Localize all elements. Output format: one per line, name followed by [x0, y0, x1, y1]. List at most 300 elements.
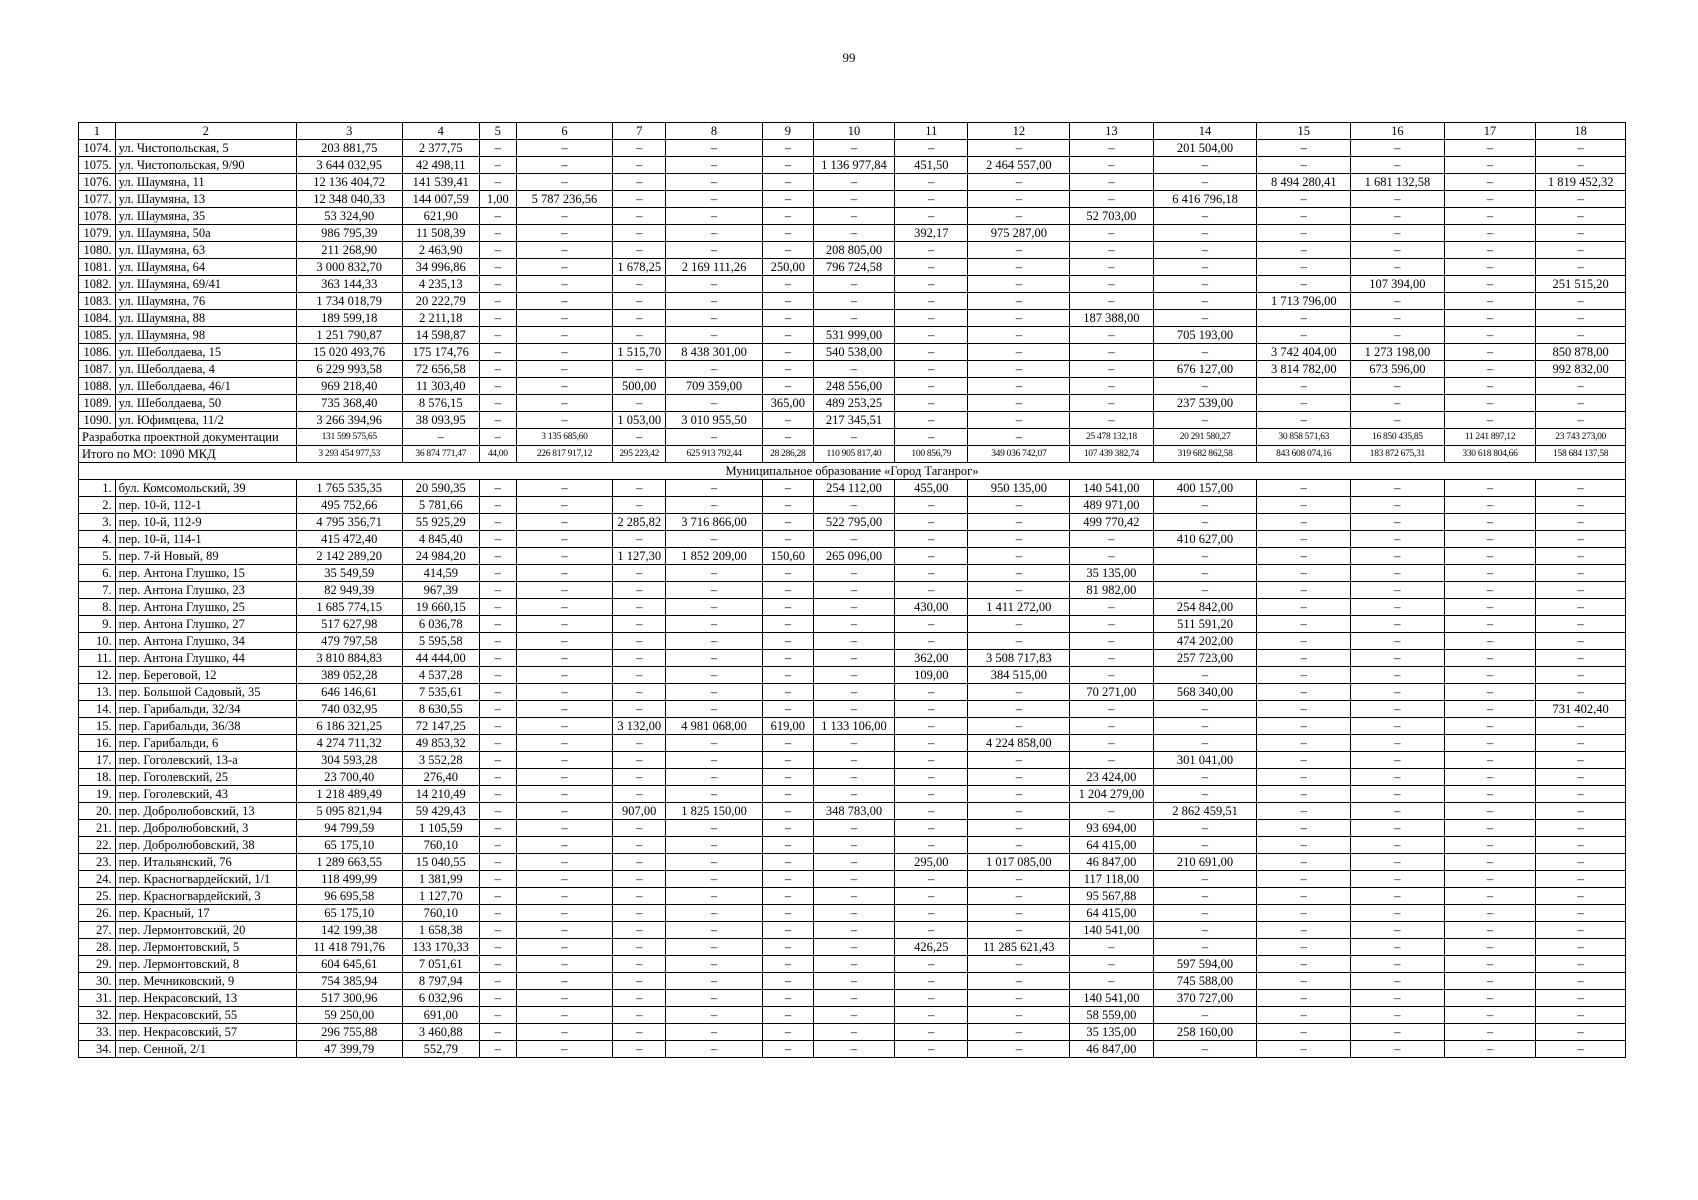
table-cell: – — [479, 378, 516, 395]
row-number: 29. — [79, 956, 116, 973]
table-cell: – — [666, 208, 763, 225]
table-cell: 451,50 — [895, 157, 968, 174]
table-cell: – — [762, 990, 813, 1007]
table-cell: – — [479, 633, 516, 650]
table-cell: 65 175,10 — [296, 905, 402, 922]
address-cell: пер. Антона Глушко, 34 — [115, 633, 296, 650]
table-cell: – — [1257, 531, 1351, 548]
table-cell: – — [613, 633, 666, 650]
table-cell: 301 041,00 — [1153, 752, 1257, 769]
table-cell: – — [895, 259, 968, 276]
table-cell: – — [762, 225, 813, 242]
table-cell: 82 949,39 — [296, 582, 402, 599]
table-row — [79, 871, 1626, 888]
table-cell: – — [1351, 650, 1445, 667]
table-cell: – — [1257, 786, 1351, 803]
table-cell: – — [1444, 582, 1536, 599]
table-cell: – — [762, 1024, 813, 1041]
table-cell: – — [1444, 191, 1536, 208]
table-cell: – — [895, 633, 968, 650]
table-cell: – — [666, 497, 763, 514]
table-cell: 109,00 — [895, 667, 968, 684]
table-cell: 907,00 — [613, 803, 666, 820]
table-cell: – — [516, 735, 613, 752]
table-cell: – — [1257, 701, 1351, 718]
table-cell: – — [1444, 565, 1536, 582]
table-cell: – — [516, 837, 613, 854]
table-cell: – — [968, 429, 1070, 446]
table-cell: – — [1536, 1024, 1626, 1041]
table-cell: – — [895, 905, 968, 922]
table-cell: – — [895, 803, 968, 820]
table-cell: 46 847,00 — [1070, 1041, 1153, 1058]
table-cell: – — [1444, 276, 1536, 293]
address-cell: ул. Шаумяна, 63 — [115, 242, 296, 259]
table-cell: 731 402,40 — [1536, 701, 1626, 718]
table-cell: – — [613, 191, 666, 208]
table-cell: 15 020 493,76 — [296, 344, 402, 361]
table-cell: – — [762, 293, 813, 310]
table-cell: – — [516, 497, 613, 514]
table-cell: – — [1351, 701, 1445, 718]
table-cell: – — [516, 361, 613, 378]
table-cell: – — [1536, 293, 1626, 310]
table-cell: – — [1351, 395, 1445, 412]
table-cell: – — [516, 582, 613, 599]
table-cell: – — [895, 888, 968, 905]
table-cell: – — [613, 310, 666, 327]
table-cell: – — [762, 905, 813, 922]
table-cell: – — [1444, 922, 1536, 939]
table-cell: – — [1536, 650, 1626, 667]
table-cell: – — [1257, 1041, 1351, 1058]
table-cell: – — [613, 361, 666, 378]
address-cell: ул. Шаумяна, 13 — [115, 191, 296, 208]
table-cell: 1 273 198,00 — [1351, 344, 1445, 361]
table-cell: – — [613, 497, 666, 514]
column-header: 11 — [895, 123, 968, 140]
table-cell: – — [479, 1041, 516, 1058]
address-cell: пер. 10-й, 112-1 — [115, 497, 296, 514]
table-cell: 1 017 085,00 — [968, 854, 1070, 871]
table-cell: – — [479, 616, 516, 633]
table-cell: – — [1444, 956, 1536, 973]
table-cell: – — [1351, 956, 1445, 973]
table-cell: – — [1444, 412, 1536, 429]
table-cell: 107 439 382,74 — [1070, 446, 1153, 463]
table-cell: – — [516, 803, 613, 820]
table-cell: – — [479, 854, 516, 871]
table-cell: – — [1444, 1007, 1536, 1024]
table-cell: – — [813, 293, 894, 310]
table-cell: – — [613, 871, 666, 888]
table-cell: – — [1070, 531, 1153, 548]
table-cell: 8 576,15 — [402, 395, 479, 412]
table-row — [79, 242, 1626, 259]
row-number: 34. — [79, 1041, 116, 1058]
table-cell: 4 235,13 — [402, 276, 479, 293]
table-cell: – — [762, 242, 813, 259]
row-number: 1075. — [79, 157, 116, 174]
table-cell: – — [762, 684, 813, 701]
table-cell: 14 210,49 — [402, 786, 479, 803]
column-header: 7 — [613, 123, 666, 140]
table-row — [79, 769, 1626, 786]
table-cell: 1 218 489,49 — [296, 786, 402, 803]
table-row — [79, 718, 1626, 735]
table-cell: – — [762, 939, 813, 956]
table-cell: – — [895, 701, 968, 718]
table-cell: – — [968, 752, 1070, 769]
table-cell: – — [1536, 395, 1626, 412]
table-cell: – — [1351, 157, 1445, 174]
table-cell: – — [666, 905, 763, 922]
table-cell: 226 817 917,12 — [516, 446, 613, 463]
table-cell: 20 291 580,27 — [1153, 429, 1257, 446]
table-cell: – — [1536, 803, 1626, 820]
table-cell: – — [479, 225, 516, 242]
address-cell: пер. Итальянский, 76 — [115, 854, 296, 871]
table-cell: – — [666, 565, 763, 582]
table-cell: – — [479, 395, 516, 412]
table-cell: – — [516, 344, 613, 361]
address-cell: ул. Шаумяна, 69/41 — [115, 276, 296, 293]
table-cell: – — [516, 1041, 613, 1058]
table-cell: – — [895, 191, 968, 208]
table-cell: – — [1257, 514, 1351, 531]
table-cell: – — [1153, 1007, 1257, 1024]
table-cell: – — [516, 905, 613, 922]
table-cell: 969 218,40 — [296, 378, 402, 395]
table-cell: – — [613, 157, 666, 174]
column-header: 5 — [479, 123, 516, 140]
table-cell: – — [613, 225, 666, 242]
table-cell: – — [1070, 548, 1153, 565]
table-cell: – — [479, 973, 516, 990]
table-cell: – — [968, 531, 1070, 548]
table-row — [79, 548, 1626, 565]
table-cell: – — [762, 310, 813, 327]
table-cell: – — [479, 599, 516, 616]
table-cell: 400 157,00 — [1153, 480, 1257, 497]
table-cell: – — [1536, 378, 1626, 395]
table-cell: – — [968, 174, 1070, 191]
table-row — [79, 191, 1626, 208]
table-cell: 35 135,00 — [1070, 1024, 1153, 1041]
table-cell: – — [1444, 208, 1536, 225]
table-cell: – — [968, 973, 1070, 990]
table-cell: 1 289 663,55 — [296, 854, 402, 871]
table-cell: – — [1536, 599, 1626, 616]
table-cell: – — [1257, 599, 1351, 616]
table-cell: – — [1351, 412, 1445, 429]
table-cell: – — [968, 786, 1070, 803]
table-cell: 3 742 404,00 — [1257, 344, 1351, 361]
table-cell: 370 727,00 — [1153, 990, 1257, 1007]
row-number: 1078. — [79, 208, 116, 225]
table-cell: – — [1351, 1024, 1445, 1041]
table-cell: – — [968, 361, 1070, 378]
table-cell: – — [479, 1007, 516, 1024]
table-cell: – — [613, 327, 666, 344]
row-number: 32. — [79, 1007, 116, 1024]
table-cell: – — [813, 582, 894, 599]
table-cell: – — [666, 599, 763, 616]
table-cell: – — [968, 803, 1070, 820]
row-number: 1088. — [79, 378, 116, 395]
address-cell: пер. Гарибальди, 36/38 — [115, 718, 296, 735]
table-cell: – — [1351, 803, 1445, 820]
table-cell: – — [1070, 242, 1153, 259]
table-cell: – — [1351, 939, 1445, 956]
address-cell: пер. Гарибальди, 6 — [115, 735, 296, 752]
table-cell: – — [762, 1041, 813, 1058]
table-cell: – — [1351, 191, 1445, 208]
table-cell: 1 127,30 — [613, 548, 666, 565]
table-cell: – — [762, 922, 813, 939]
table-row — [79, 786, 1626, 803]
table-cell: 8 438 301,00 — [666, 344, 763, 361]
table-cell: 11 418 791,76 — [296, 939, 402, 956]
table-cell: – — [613, 174, 666, 191]
table-cell: 474 202,00 — [1153, 633, 1257, 650]
table-cell: – — [762, 276, 813, 293]
table-cell: – — [1351, 327, 1445, 344]
table-cell: – — [1444, 361, 1536, 378]
table-cell: 208 805,00 — [813, 242, 894, 259]
table-cell: – — [1536, 548, 1626, 565]
table-cell: – — [1351, 837, 1445, 854]
table-cell: – — [813, 837, 894, 854]
table-cell: – — [813, 191, 894, 208]
table-cell: 251 515,20 — [1536, 276, 1626, 293]
table-cell: – — [762, 191, 813, 208]
table-cell: – — [1444, 718, 1536, 735]
column-header: 4 — [402, 123, 479, 140]
table-cell: – — [1444, 242, 1536, 259]
table-cell: 489 971,00 — [1070, 497, 1153, 514]
table-cell: – — [968, 582, 1070, 599]
row-number: 4. — [79, 531, 116, 548]
table-cell: 604 645,61 — [296, 956, 402, 973]
table-cell: – — [1444, 803, 1536, 820]
row-number: 18. — [79, 769, 116, 786]
table-cell: – — [762, 837, 813, 854]
table-row — [79, 820, 1626, 837]
table-cell: – — [1153, 157, 1257, 174]
table-cell: – — [1070, 344, 1153, 361]
table-cell: – — [1444, 1024, 1536, 1041]
address-cell: пер. Некрасовский, 57 — [115, 1024, 296, 1041]
table-cell: 257 723,00 — [1153, 650, 1257, 667]
table-cell: – — [1351, 599, 1445, 616]
table-cell: – — [516, 531, 613, 548]
address-cell: ул. Шеболдаева, 4 — [115, 361, 296, 378]
table-cell: – — [666, 990, 763, 1007]
table-cell: – — [666, 837, 763, 854]
table-cell: – — [813, 616, 894, 633]
table-cell: – — [968, 633, 1070, 650]
table-cell: – — [479, 735, 516, 752]
table-cell: – — [895, 327, 968, 344]
table-cell: – — [1351, 1041, 1445, 1058]
table-cell: – — [479, 293, 516, 310]
table-cell: 254 112,00 — [813, 480, 894, 497]
table-cell: – — [479, 871, 516, 888]
table-cell: – — [895, 497, 968, 514]
table-cell: – — [895, 565, 968, 582]
table-cell: – — [813, 1024, 894, 1041]
table-cell: – — [1351, 548, 1445, 565]
table-cell: – — [968, 514, 1070, 531]
table-cell: 517 627,98 — [296, 616, 402, 633]
table-cell: – — [895, 310, 968, 327]
table-cell: 11 241 897,12 — [1444, 429, 1536, 446]
table-cell: 1 515,70 — [613, 344, 666, 361]
table-cell: 1 681 132,58 — [1351, 174, 1445, 191]
table-cell: – — [1257, 735, 1351, 752]
table-cell: – — [813, 922, 894, 939]
column-header: 9 — [762, 123, 813, 140]
table-cell: – — [1351, 633, 1445, 650]
table-cell: – — [968, 684, 1070, 701]
table-cell: – — [479, 990, 516, 1007]
table-cell: – — [1257, 905, 1351, 922]
table-cell: – — [1444, 650, 1536, 667]
table-cell: – — [666, 633, 763, 650]
row-number: 28. — [79, 939, 116, 956]
table-cell: – — [1070, 803, 1153, 820]
table-cell: – — [813, 497, 894, 514]
column-header: 12 — [968, 123, 1070, 140]
table-cell: – — [813, 565, 894, 582]
table-cell: – — [968, 701, 1070, 718]
table-cell: – — [813, 701, 894, 718]
table-cell: – — [762, 327, 813, 344]
table-cell: 53 324,90 — [296, 208, 402, 225]
table-cell: – — [516, 871, 613, 888]
table-cell: – — [613, 956, 666, 973]
table-cell: – — [516, 718, 613, 735]
table-cell: – — [1444, 905, 1536, 922]
table-cell: 158 684 137,58 — [1536, 446, 1626, 463]
table-cell: 175 174,76 — [402, 344, 479, 361]
table-cell: 495 752,66 — [296, 497, 402, 514]
table-cell: – — [1536, 871, 1626, 888]
table-row — [79, 276, 1626, 293]
table-cell: – — [516, 633, 613, 650]
table-cell: 1 204 279,00 — [1070, 786, 1153, 803]
table-cell: – — [1536, 735, 1626, 752]
table-cell: – — [1536, 820, 1626, 837]
address-cell: пер. Лермонтовский, 8 — [115, 956, 296, 973]
row-number: 24. — [79, 871, 116, 888]
table-cell: 745 588,00 — [1153, 973, 1257, 990]
table-cell: – — [402, 429, 479, 446]
table-cell: – — [968, 378, 1070, 395]
row-number: 17. — [79, 752, 116, 769]
table-row — [79, 1024, 1626, 1041]
table-cell: – — [762, 752, 813, 769]
table-cell: 3 716 866,00 — [666, 514, 763, 531]
table-cell: – — [1257, 769, 1351, 786]
table-cell: – — [1351, 1007, 1445, 1024]
table-cell: – — [479, 259, 516, 276]
table-cell: 59 250,00 — [296, 1007, 402, 1024]
table-cell: 131 599 575,65 — [296, 429, 402, 446]
table-cell: – — [968, 208, 1070, 225]
table-cell: 30 858 571,63 — [1257, 429, 1351, 446]
table-cell: – — [895, 140, 968, 157]
table-cell: – — [813, 310, 894, 327]
column-header: 8 — [666, 123, 763, 140]
table-cell: – — [666, 871, 763, 888]
table-row — [79, 344, 1626, 361]
table-cell: – — [1070, 701, 1153, 718]
table-cell: – — [1351, 667, 1445, 684]
table-row — [79, 905, 1626, 922]
table-cell: – — [516, 140, 613, 157]
table-cell: – — [1257, 922, 1351, 939]
table-cell: – — [1444, 888, 1536, 905]
table-cell: – — [666, 650, 763, 667]
table-cell: – — [1536, 514, 1626, 531]
row-number: 11. — [79, 650, 116, 667]
table-cell: 14 598,87 — [402, 327, 479, 344]
table-cell: – — [1070, 616, 1153, 633]
table-cell: – — [1257, 973, 1351, 990]
table-cell: 35 549,59 — [296, 565, 402, 582]
table-row — [79, 667, 1626, 684]
table-row — [79, 310, 1626, 327]
table-cell: – — [895, 174, 968, 191]
table-cell: 1 105,59 — [402, 820, 479, 837]
address-cell: ул. Шеболдаева, 50 — [115, 395, 296, 412]
address-cell: пер. 10-й, 114-1 — [115, 531, 296, 548]
table-row — [79, 225, 1626, 242]
row-number: 1080. — [79, 242, 116, 259]
address-cell: пер. Красногвардейский, 3 — [115, 888, 296, 905]
table-cell: – — [1257, 1024, 1351, 1041]
table-cell: 362,00 — [895, 650, 968, 667]
table-cell: 410 627,00 — [1153, 531, 1257, 548]
table-cell: – — [1153, 837, 1257, 854]
table-cell: – — [1257, 208, 1351, 225]
table-cell: – — [895, 1007, 968, 1024]
table-cell: 1 765 535,35 — [296, 480, 402, 497]
table-cell: – — [1351, 565, 1445, 582]
address-cell: пер. Антона Глушко, 44 — [115, 650, 296, 667]
table-cell: – — [666, 684, 763, 701]
table-cell: – — [516, 514, 613, 531]
table-cell: – — [1444, 395, 1536, 412]
table-cell: 3 266 394,96 — [296, 412, 402, 429]
table-cell: – — [1153, 769, 1257, 786]
table-cell: – — [479, 361, 516, 378]
table-cell: 348 783,00 — [813, 803, 894, 820]
table-cell: 210 691,00 — [1153, 854, 1257, 871]
table-cell: – — [1351, 140, 1445, 157]
table-cell: – — [1536, 922, 1626, 939]
table-cell: 6 186 321,25 — [296, 718, 402, 735]
table-cell: – — [1153, 378, 1257, 395]
table-cell: 511 591,20 — [1153, 616, 1257, 633]
table-cell: – — [895, 344, 968, 361]
table-cell: 1 136 977,84 — [813, 157, 894, 174]
table-cell: – — [613, 735, 666, 752]
table-cell: – — [1351, 378, 1445, 395]
address-cell: ул. Шаумяна, 88 — [115, 310, 296, 327]
